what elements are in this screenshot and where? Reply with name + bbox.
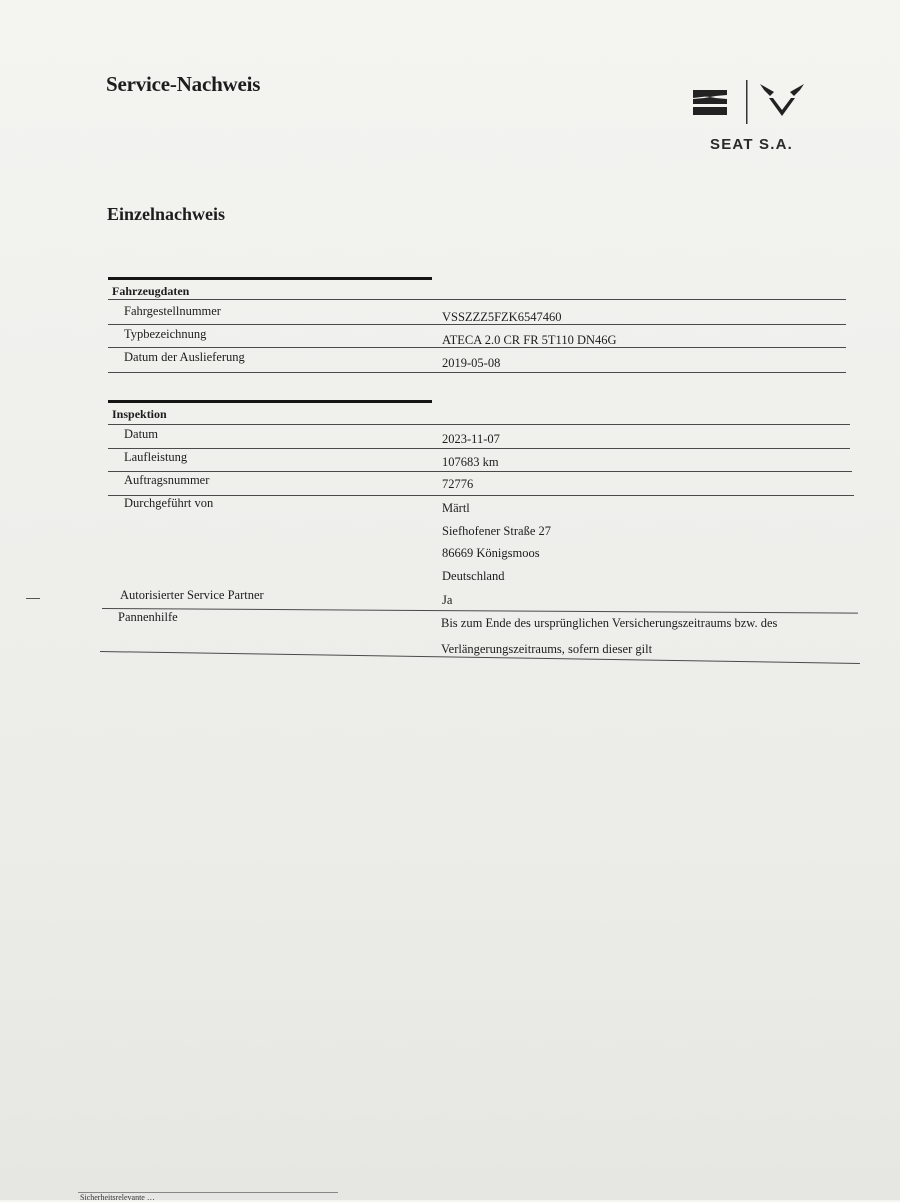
label-auftragsnummer: Auftragsnummer (124, 473, 210, 487)
group-heading-fahrzeugdaten: Fahrzeugdaten (108, 277, 432, 299)
table-divider (102, 608, 858, 614)
value-laufleistung: 107683 km (442, 455, 499, 469)
table-divider (108, 471, 852, 472)
table-divider (108, 372, 846, 373)
value-werkstatt-name: Märtl (442, 501, 470, 515)
value-fahrgestellnummer: VSSZZZ5FZK6547460 (442, 310, 562, 324)
footer-text: Sicherheitsrelevante … (80, 1193, 155, 1202)
seat-cupra-logo-icon (690, 78, 810, 128)
seat-logo-icon (693, 90, 727, 115)
value-pannenhilfe-line2: Verlängerungszeitraums, sofern dieser gilt (441, 642, 653, 656)
table-divider (108, 495, 854, 496)
value-werkstatt-strasse: Siefhofener Straße 27 (442, 524, 551, 538)
label-laufleistung: Laufleistung (124, 450, 188, 464)
value-typbezeichnung: ATECA 2.0 CR FR 5T110 DN46G (442, 333, 617, 347)
table-divider (108, 424, 850, 425)
value-datum-auslieferung: 2019-05-08 (442, 356, 501, 370)
margin-mark (26, 598, 40, 599)
label-datum-auslieferung: Datum der Auslieferung (124, 350, 245, 364)
label-datum: Datum (124, 427, 159, 441)
table-divider (108, 347, 846, 348)
value-auftragsnummer: 72776 (442, 477, 474, 491)
label-durchgefuehrt-von: Durchgeführt von (124, 496, 214, 510)
value-werkstatt-ort: 86669 Königsmoos (442, 546, 540, 560)
table-divider (108, 324, 846, 325)
value-datum: 2023-11-07 (442, 432, 500, 446)
document-title: Service-Nachweis (106, 72, 261, 96)
label-typbezeichnung: Typbezeichnung (124, 327, 207, 341)
label-fahrgestellnummer: Fahrgestellnummer (124, 304, 221, 318)
cupra-logo-icon (760, 84, 804, 116)
section-title: Einzelnachweis (107, 204, 226, 224)
value-autorisierter-partner: Ja (442, 593, 453, 607)
label-autorisierter-partner: Autorisierter Service Partner (120, 588, 264, 602)
label-pannenhilfe: Pannenhilfe (118, 610, 178, 624)
company-name: SEAT S.A. (710, 136, 794, 153)
brand-logos (690, 78, 810, 168)
table-divider (108, 299, 846, 300)
group-heading-inspektion: Inspektion (108, 400, 432, 422)
value-pannenhilfe-line1: Bis zum Ende des ursprünglichen Versicherungszeitraums bzw. des (441, 616, 778, 630)
value-werkstatt-land: Deutschland (442, 569, 505, 583)
table-divider (108, 448, 850, 449)
